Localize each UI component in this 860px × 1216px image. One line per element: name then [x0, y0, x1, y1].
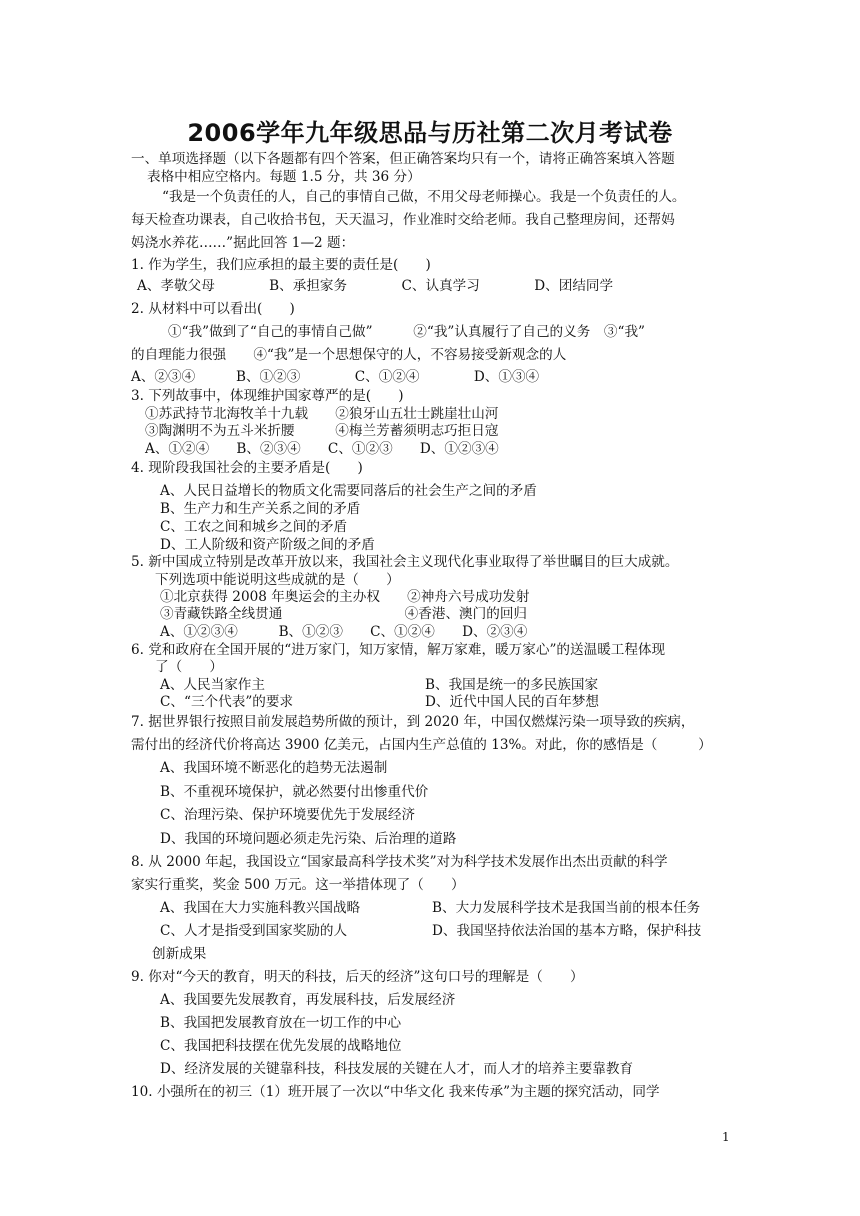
option-b: B、我国是统一的多民族国家 — [425, 677, 599, 693]
text-line: 下列选项中能说明这些成就的是（ ） — [155, 572, 400, 588]
option-a: A、我国在大力实施科教兴国战略 — [160, 900, 361, 916]
text-line: 创新成果 — [152, 946, 207, 962]
option-a: A、人民日益增长的物质文化需要同落后的社会生产之间的矛盾 — [160, 483, 537, 499]
options-5: A、①②③④ B、①②③ C、①②④ D、②③④ — [160, 624, 528, 640]
question-8: 8. 从 2000 年起，我国设立“国家最高科学技术奖”对为科学技术发展作出杰出贡献的科学 — [131, 854, 668, 870]
option-a: A、我国环境不断恶化的趋势无法遏制 — [160, 760, 388, 776]
text-line: 家实行重奖，奖金 500 万元。这一举措体现了（ ） — [131, 877, 465, 893]
text-line: 表格中相应空格内。每题 1.5 分，共 36 分） — [147, 169, 421, 185]
option-a: A、人民当家作主 — [160, 677, 265, 693]
question-3: 3. 下列故事中，体现维护国家尊严的是( ) — [131, 388, 404, 404]
question-2: 2. 从材料中可以看出( ) — [131, 301, 295, 317]
option-d: D、近代中国人民的百年梦想 — [425, 694, 600, 710]
question-5: 5. 新中国成立特别是改革开放以来，我国社会主义现代化事业取得了举世瞩目的巨大成就。 — [131, 554, 679, 570]
text-line: 需付出的经济代价将高达 3900 亿美元，占国内生产总值的 13%。对此，你的感悟是（ ） — [131, 737, 712, 753]
option-d: D、工人阶级和资产阶级之间的矛盾 — [160, 537, 375, 553]
option-c: C、人才是指受到国家奖励的人 — [160, 923, 348, 939]
options-2: A、②③④ B、①②③ C、①②④ D、①③④ — [131, 369, 540, 385]
question-6: 6. 党和政府在全国开展的“进万家门，知万家情，解万家难，暖万家心”的送温暖工程体现 — [131, 642, 666, 658]
text-line: ③陶渊明不为五斗米折腰 ④梅兰芳蓄须明志巧拒日寇 — [145, 423, 499, 439]
text-line: ①“我”做到了“自己的事情自己做” ②“我”认真履行了自己的义务 ③“我” — [168, 324, 646, 340]
text-line: 妈浇水养花……”据此回答 1—2 题： — [131, 235, 355, 251]
option-c: C、工农之间和城乡之间的矛盾 — [160, 519, 348, 535]
option-d: D、经济发展的关键靠科技，科技发展的关键在人才，而人才的培养主要靠教育 — [160, 1061, 634, 1077]
page-title: 2006学年九年级思品与历社第二次月考试卷 — [187, 119, 673, 147]
option-c: C、我国把科技摆在优先发展的战略地位 — [160, 1038, 402, 1054]
option-a: A、我国要先发展教育，再发展科技，后发展经济 — [160, 992, 456, 1008]
text-line: ①北京获得 2008 年奥运会的主办权 ②神舟六号成功发射 — [160, 589, 530, 605]
option-d: D、我国坚持依法治国的基本方略，保护科技 — [432, 923, 702, 939]
option-b: B、生产力和生产关系之间的矛盾 — [160, 501, 361, 517]
text-line: 的自理能力很强 ④“我”是一个思想保守的人，不容易接受新观念的人 — [131, 347, 567, 363]
option-c: C、治理污染、保护环境要优先于发展经济 — [160, 807, 416, 823]
question-1: 1. 作为学生，我们应承担的最主要的责任是( ) — [131, 257, 431, 273]
question-4: 4. 现阶段我国社会的主要矛盾是( ) — [131, 460, 363, 476]
text-line: 一、单项选择题（以下各题都有四个答案，但正确答案均只有一个，请将正确答案填入答题 — [131, 151, 675, 167]
text-line: ③青藏铁路全线贯通 ④香港、澳门的回归 — [160, 606, 528, 622]
question-10: 10. 小强所在的初三（1）班开展了一次以“中华文化 我来传承”为主题的探究活动，同学 — [131, 1084, 660, 1100]
options-1: A、孝敬父母 B、承担家务 C、认真学习 D、团结同学 — [137, 278, 614, 294]
option-b: B、我国把发展教育放在一切工作的中心 — [160, 1015, 402, 1031]
page-number: 1 — [722, 1130, 730, 1144]
text-line: ①苏武持节北海牧羊十九载 ②狼牙山五壮士跳崖壮山河 — [145, 406, 499, 422]
question-9: 9. 你对“今天的教育，明天的科技，后天的经济”这句口号的理解是（ ） — [131, 969, 584, 985]
text-line: “我是一个负责任的人，自己的事情自己做，不用父母老师操心。我是一个负责任的人。 — [162, 189, 686, 205]
option-b: B、大力发展科学技术是我国当前的根本任务 — [432, 900, 701, 916]
option-b: B、不重视环境保护，就必然要付出惨重代价 — [160, 784, 429, 800]
text-line: 了（ ） — [155, 659, 223, 675]
option-c: C、“三个代表”的要求 — [160, 694, 294, 710]
text-line: 每天检查功课表，自己收拾书包，天天温习，作业准时交给老师。我自己整理房间，还帮妈 — [131, 212, 675, 228]
options-3: A、①②④ B、②③④ C、①②③ D、①②③④ — [145, 441, 499, 457]
question-7: 7. 据世界银行按照目前发展趋势所做的预计，到 2020 年，中国仅燃煤污染一项导致的疾病， — [131, 714, 695, 730]
option-d: D、我国的环境问题必须走先污染、后治理的道路 — [160, 831, 457, 847]
